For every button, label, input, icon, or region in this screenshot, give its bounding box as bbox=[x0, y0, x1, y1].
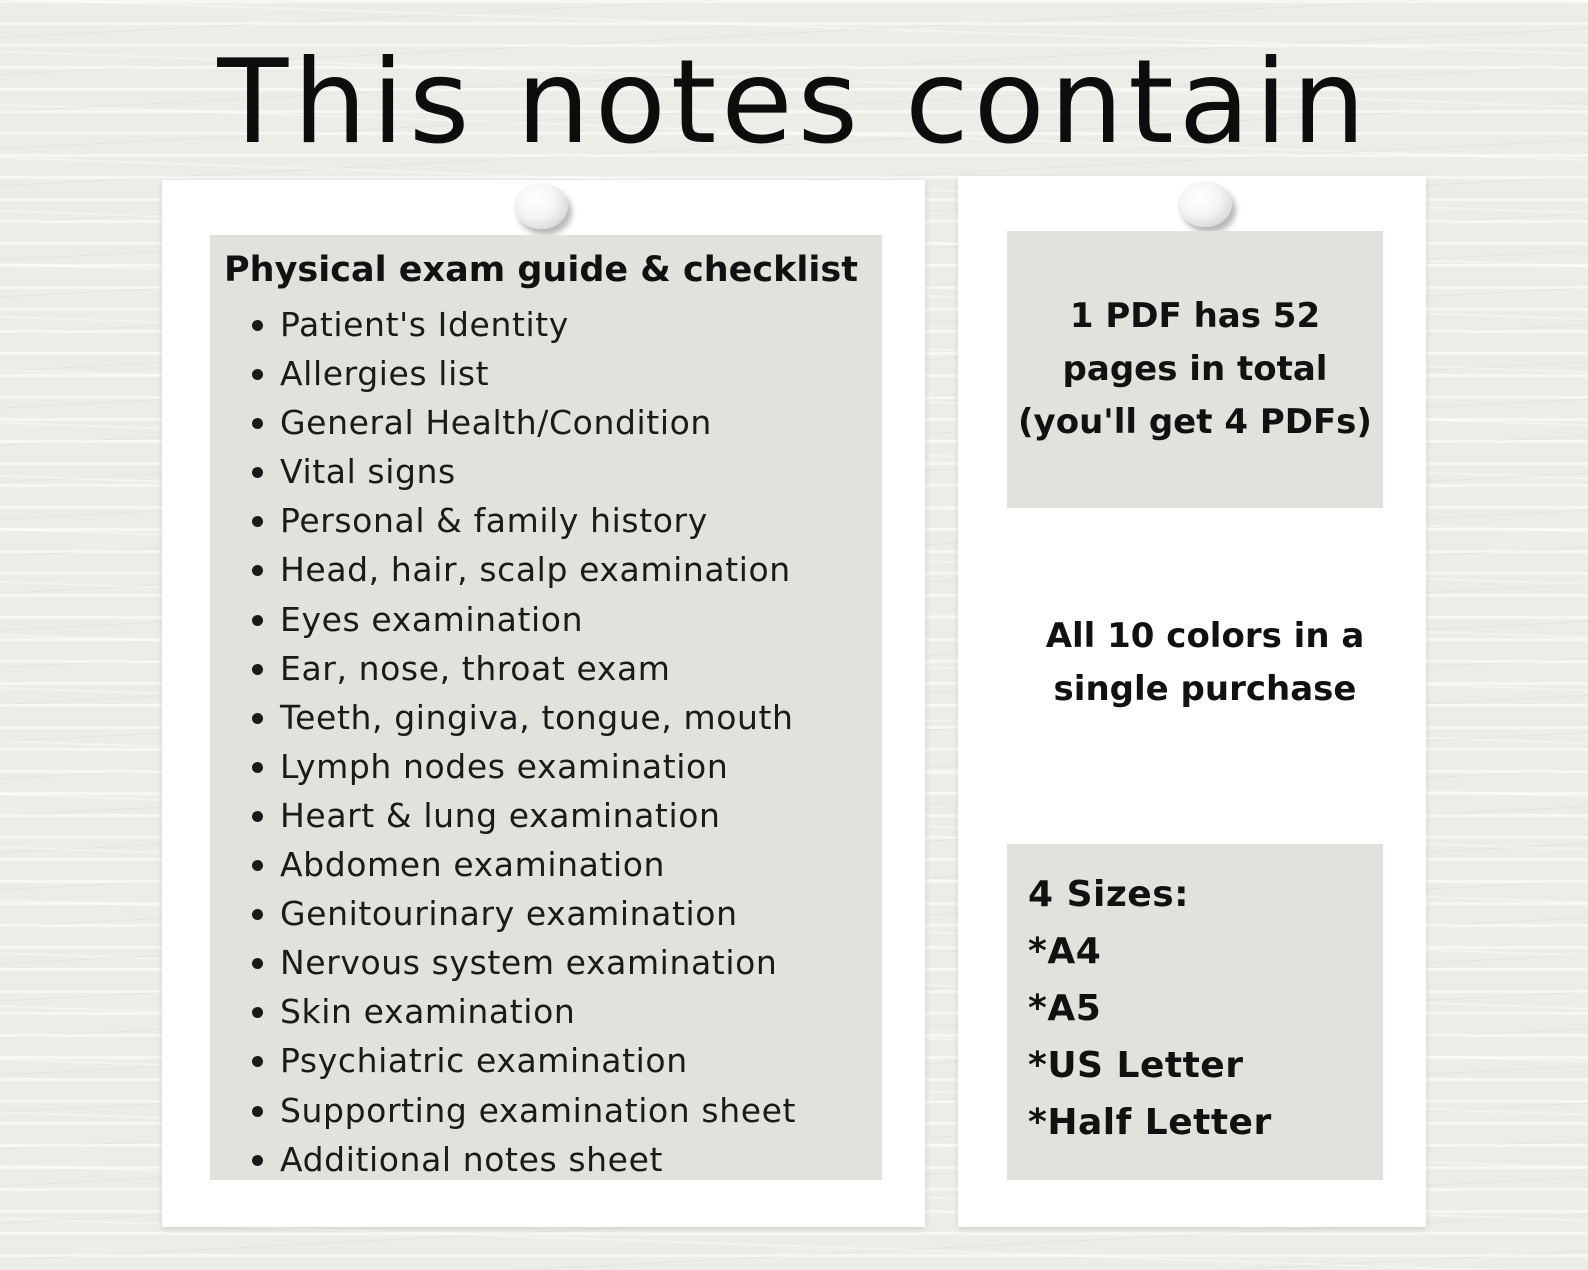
list-item: Ear, nose, throat exam bbox=[246, 644, 796, 693]
bullet-icon bbox=[252, 1155, 263, 1166]
bullet-icon bbox=[252, 516, 263, 527]
bullet-icon bbox=[252, 1106, 263, 1117]
list-item: Genitourinary examination bbox=[246, 889, 796, 938]
size-item: *A5 bbox=[1028, 988, 1102, 1029]
list-item: Vital signs bbox=[246, 447, 796, 496]
bullet-icon bbox=[252, 467, 263, 478]
checklist-items bbox=[246, 300, 796, 1184]
bullet-icon bbox=[252, 713, 263, 724]
bullet-icon bbox=[252, 958, 263, 969]
size-item: *US Letter bbox=[1028, 1045, 1244, 1086]
sizes-list bbox=[1028, 866, 1272, 1151]
list-item: General Health/Condition bbox=[246, 398, 796, 447]
bullet-icon bbox=[252, 320, 263, 331]
list-item: Psychiatric examination bbox=[246, 1036, 796, 1085]
list-item: Additional notes sheet bbox=[246, 1135, 796, 1184]
bullet-icon bbox=[252, 1007, 263, 1018]
pushpin-icon bbox=[1178, 181, 1232, 227]
bullet-icon bbox=[252, 369, 263, 380]
bullet-icon bbox=[252, 1056, 263, 1067]
list-item: Allergies list bbox=[246, 349, 796, 398]
bullet-icon bbox=[252, 762, 263, 773]
bullet-icon bbox=[252, 418, 263, 429]
list-item: Abdomen examination bbox=[246, 840, 796, 889]
bullet-icon bbox=[252, 615, 263, 626]
list-item: Heart & lung examination bbox=[246, 791, 796, 840]
bullet-icon bbox=[252, 811, 263, 822]
list-item: Personal & family history bbox=[246, 496, 796, 545]
bullet-icon bbox=[252, 909, 263, 920]
sizes-heading: 4 Sizes: bbox=[1028, 874, 1190, 915]
pdf-info-text: 1 PDF has 52 pages in total (you'll get 4 PDFs) bbox=[1018, 296, 1372, 442]
size-item: *Half Letter bbox=[1028, 1102, 1272, 1143]
list-item: Teeth, gingiva, tongue, mouth bbox=[246, 693, 796, 742]
list-item: Skin examination bbox=[246, 987, 796, 1036]
checklist-heading: Physical exam guide & checklist bbox=[224, 250, 858, 290]
list-item: Patient's Identity bbox=[246, 300, 796, 349]
page-title: This notes contain bbox=[217, 35, 1371, 170]
bullet-icon bbox=[252, 565, 263, 576]
bullet-icon bbox=[252, 860, 263, 871]
bullet-icon bbox=[252, 664, 263, 675]
list-item: Lymph nodes examination bbox=[246, 742, 796, 791]
pushpin-icon bbox=[514, 183, 568, 229]
list-item: Head, hair, scalp examination bbox=[246, 545, 796, 594]
list-item: Supporting examination sheet bbox=[246, 1086, 796, 1135]
list-item: Nervous system examination bbox=[246, 938, 796, 987]
size-item: *A4 bbox=[1028, 931, 1102, 972]
list-item: Eyes examination bbox=[246, 595, 796, 644]
colors-info-text: All 10 colors in a single purchase bbox=[1045, 616, 1365, 709]
